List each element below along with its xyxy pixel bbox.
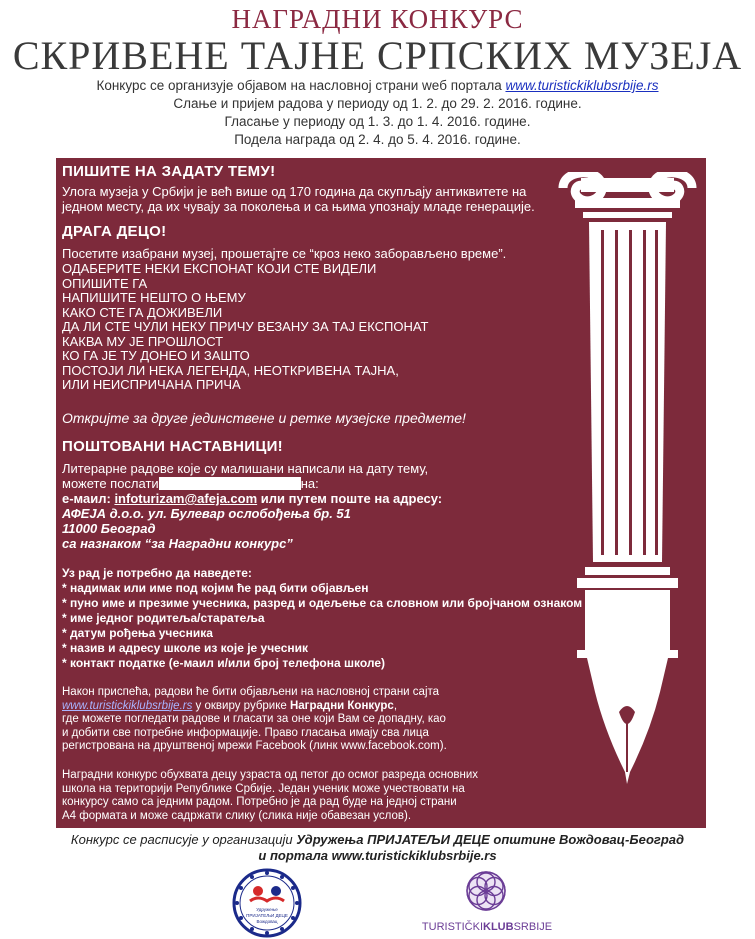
main-title: СКРИВЕНЕ ТАЈНЕ СРПСКИХ МУЗЕЈА bbox=[12, 33, 743, 78]
list-item: ИЛИ НЕИСПРИЧАНА ПРИЧА bbox=[62, 377, 241, 392]
footer-text: Конкурс се расписује у организацији bbox=[70, 832, 297, 847]
requirements-block bbox=[62, 566, 582, 671]
theme-text-line-2: једном месту, да их чувају за поколења и са њима упознају младе генерације. bbox=[62, 199, 535, 214]
list-item: * контакт податке (е-маил и/или број телефона школе) bbox=[62, 656, 385, 670]
email-line-end: или путем поште на адресу: bbox=[257, 491, 443, 506]
teachers-line-2 bbox=[62, 476, 319, 491]
list-item: КАКО СТЕ ГА ДОЖИВЕЛИ bbox=[62, 304, 223, 320]
publish-line: где можете погледати радове и гласати за оне који Вам се допадну, као bbox=[62, 713, 446, 726]
rules-block bbox=[62, 769, 478, 823]
rubric-name: Наградни Конкурс bbox=[289, 699, 394, 712]
list-item: * име једног родитеља/старатеља bbox=[62, 611, 265, 625]
children-list bbox=[62, 262, 428, 393]
footer-portal: и портала www.turistickiklubsrbije.rs bbox=[258, 848, 497, 863]
info-line-awards: Подела награда од 2. 4. до 5. 4. 2016. године. bbox=[234, 132, 521, 147]
svg-text:TURISTIČKIKLUBSRBIJE bbox=[422, 920, 552, 933]
requirements-heading: Уз рад је потребно да наведете: bbox=[62, 566, 252, 580]
list-item: ПОСТОЈИ ЛИ НЕКА ЛЕГЕНДА, НЕОТКРИВЕНА ТАЈНА, bbox=[62, 362, 399, 378]
kicker-title: НАГРАДНИ КОНКУРС bbox=[231, 4, 524, 34]
redaction-box bbox=[159, 477, 301, 490]
logo-left-line-2: ПРИЈАТЕЉИ ДЕЦЕ bbox=[246, 913, 288, 918]
list-item: КАКВА МУ ЈЕ ПРОШЛОСТ bbox=[62, 333, 224, 349]
teachers-line-2-start: можете послати bbox=[62, 476, 159, 491]
info-line-portal bbox=[0, 78, 755, 93]
list-item: ДА ЛИ СТЕ ЧУЛИ НЕКУ ПРИЧУ ВЕЗАНУ ЗА ТАЈ ЕКСПОНАТ bbox=[62, 319, 429, 334]
list-item: ОДАБЕРИТЕ НЕКИ ЕКСПОНАТ КОЈИ СТЕ ВИДЕЛИ bbox=[62, 261, 377, 276]
list-item: ОПИШИТЕ ГА bbox=[62, 275, 148, 291]
footer-organizer-name: Удружења ПРИЈАТЕЉИ ДЕЦЕ општине Вождовац-Београд bbox=[296, 832, 685, 847]
address-line-3: са назнаком “за Наградни конкурс” bbox=[62, 536, 293, 551]
info-line-submission: Слање и пријем радова у периоду од 1. 2. до 29. 2. 2016. године. bbox=[173, 96, 582, 111]
list-item: КО ГА ЈЕ ТУ ДОНЕО И ЗАШТО bbox=[62, 348, 250, 363]
publish-line bbox=[62, 700, 447, 714]
rules-line: А4 формата и може садржати слику (слика није обавезан услов). bbox=[62, 809, 412, 822]
publish-line: регистрована на друштвеној мрежи Facebook (линк www.facebook.com). bbox=[62, 740, 447, 753]
list-item: * датум рођења учесника bbox=[62, 626, 213, 640]
email-line bbox=[62, 491, 442, 506]
turisticki-klub-logo bbox=[422, 866, 552, 936]
address-line-1: АФЕЈА д.о.о. ул. Булевар ослобођења бр. 51 bbox=[62, 506, 351, 521]
publish-text: у оквиру рубрике bbox=[192, 699, 290, 712]
address-line-2: 11000 Београд bbox=[62, 521, 156, 536]
publish-block bbox=[62, 686, 447, 754]
info-line-voting: Гласање у периоду од 1. 3. до 1. 4. 2016. године. bbox=[224, 114, 531, 129]
section-heading-teachers: ПОШТОВАНИ НАСТАВНИЦИ! bbox=[62, 438, 283, 455]
email-label: е-маил: bbox=[62, 491, 115, 506]
publish-line: Након приспећа, радови ће бити објављени на насловној страни сајта bbox=[62, 686, 440, 698]
friends-of-children-logo bbox=[230, 867, 304, 939]
logo-right-word-3: SRBIJE bbox=[513, 921, 552, 933]
logo-right-word-2: KLUB bbox=[483, 921, 514, 933]
section-heading-theme: ПИШИТЕ НА ЗАДАТУ ТЕМУ! bbox=[62, 163, 276, 180]
rules-line: конкурсу само са једним радом. Потребно је да рад буде на једној страни bbox=[62, 796, 457, 809]
children-callout: Откријте за друге јединствене и ретке музејске предмете! bbox=[62, 410, 466, 426]
list-item: НАПИШИТЕ НЕШТО О ЊЕМУ bbox=[62, 290, 246, 305]
teachers-line-2-end: на: bbox=[300, 476, 319, 491]
teachers-line-1: Литерарне радове које су малишани написали на дату тему, bbox=[62, 461, 429, 476]
portal-link[interactable]: www.turistickiklubsrbije.rs bbox=[505, 78, 659, 93]
list-item: * пуно име и презиме учесника, разред и одељење са словном или бројчаном ознаком bbox=[62, 596, 583, 610]
publish-text: , bbox=[393, 699, 398, 712]
rules-line: школа на територији Републике Србије. Један ученик може учествовати на bbox=[62, 782, 465, 795]
list-item: * надимак или име под којим ће рад бити објављен bbox=[62, 581, 369, 595]
email-link[interactable]: infoturizam@afeja.com bbox=[114, 491, 258, 506]
logo-right-word-1: TURISTIČKI bbox=[422, 921, 484, 933]
footer-organizer bbox=[0, 832, 755, 847]
children-intro: Посетите изабрани музеј, прошетајте се “кроз неко заборављено време”. bbox=[62, 246, 507, 261]
rules-line: Наградни конкурс обухвата децу узраста од петог до осмог разреда основних bbox=[62, 769, 479, 781]
list-item: * назив и адресу школе из које је учесник bbox=[62, 641, 309, 655]
column-pen-illustration bbox=[555, 172, 700, 787]
logo-left-line-3: Вождовац bbox=[256, 919, 278, 924]
theme-text-line-1: Улога музеја у Србији је већ више од 170 година да скупљају антиквитете на bbox=[62, 184, 527, 199]
site-link[interactable]: www.turistickiklubsrbije.rs bbox=[62, 699, 193, 712]
section-heading-children: ДРАГА ДЕЦО! bbox=[62, 223, 167, 240]
publish-line: и добити све потребне информације. Право гласања имају сва лица bbox=[62, 726, 429, 739]
info-line-portal-text: Конкурс се организује објавом на насловној страни weб портала bbox=[96, 78, 506, 93]
logo-left-line-1: Удружење bbox=[256, 907, 278, 912]
